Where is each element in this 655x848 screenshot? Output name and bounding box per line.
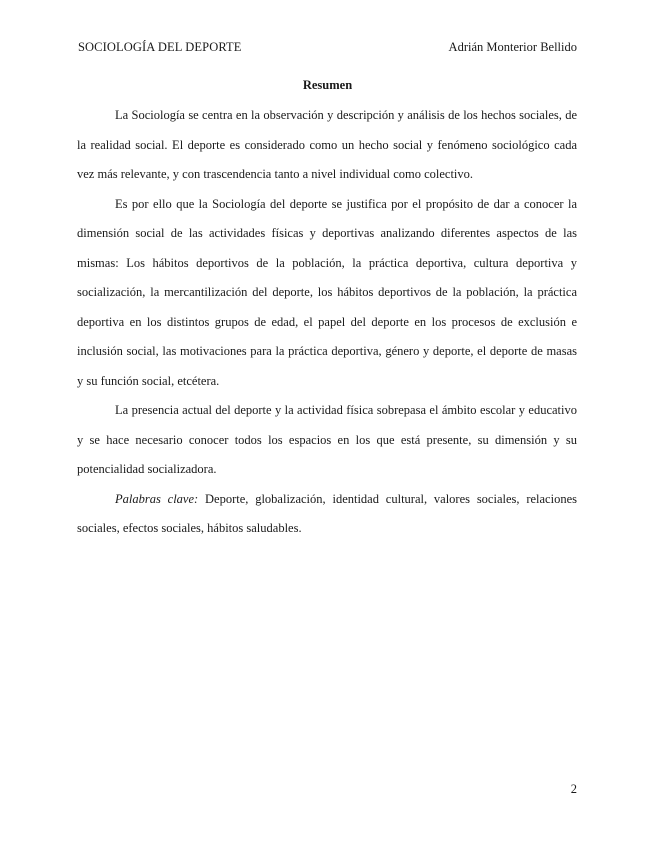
abstract-paragraph-3: La presencia actual del deporte y la actividad física sobrepasa el ámbito escolar y educativo y se hace necesario conocer todos los espacios en los que está presente, su dimensión y su potencialidad socializadora. [77,403,577,476]
running-header [78,38,577,56]
abstract-paragraph-1: La Sociología se centra en la observación y descripción y análisis de los hechos sociales, de la realidad social. El deporte es considerado como un hecho social y fenómeno sociológico cada vez más relevante, y con trascendencia tanto a nivel individual como colectivo. [77,108,577,181]
keywords-label: Palabras clave: [115,491,199,506]
page-number: 2 [570,782,577,796]
header-title: SOCIOLOGÍA DEL DEPORTE [78,40,242,54]
abstract-body [77,101,577,544]
keywords-paragraph [77,485,577,544]
keywords-text: Deporte, globalización, identidad cultural, valores sociales, relaciones sociales, efectos sociales, hábitos saludables. [77,491,577,535]
section-title: Resumen [302,78,353,92]
header-author: Adrián Monterior Bellido [448,40,577,54]
abstract-paragraph-2: Es por ello que la Sociología del deporte se justifica por el propósito de dar a conocer la dimensión social de las actividades físicas y deportivas analizando diferentes aspectos de las mismas: Los hábitos deportivos de la población, la práctica deportiva, cultura deportiva y socialización, la mercantilización del deporte, los hábitos deportivos de la población, la práctica deportiva en los distintos grupos de edad, el papel del deporte en los procesos de exclusión e inclusión social, las motivaciones para la práctica deportiva, género y deporte, el deporte de masas y su función social, etcétera. [77,196,577,388]
